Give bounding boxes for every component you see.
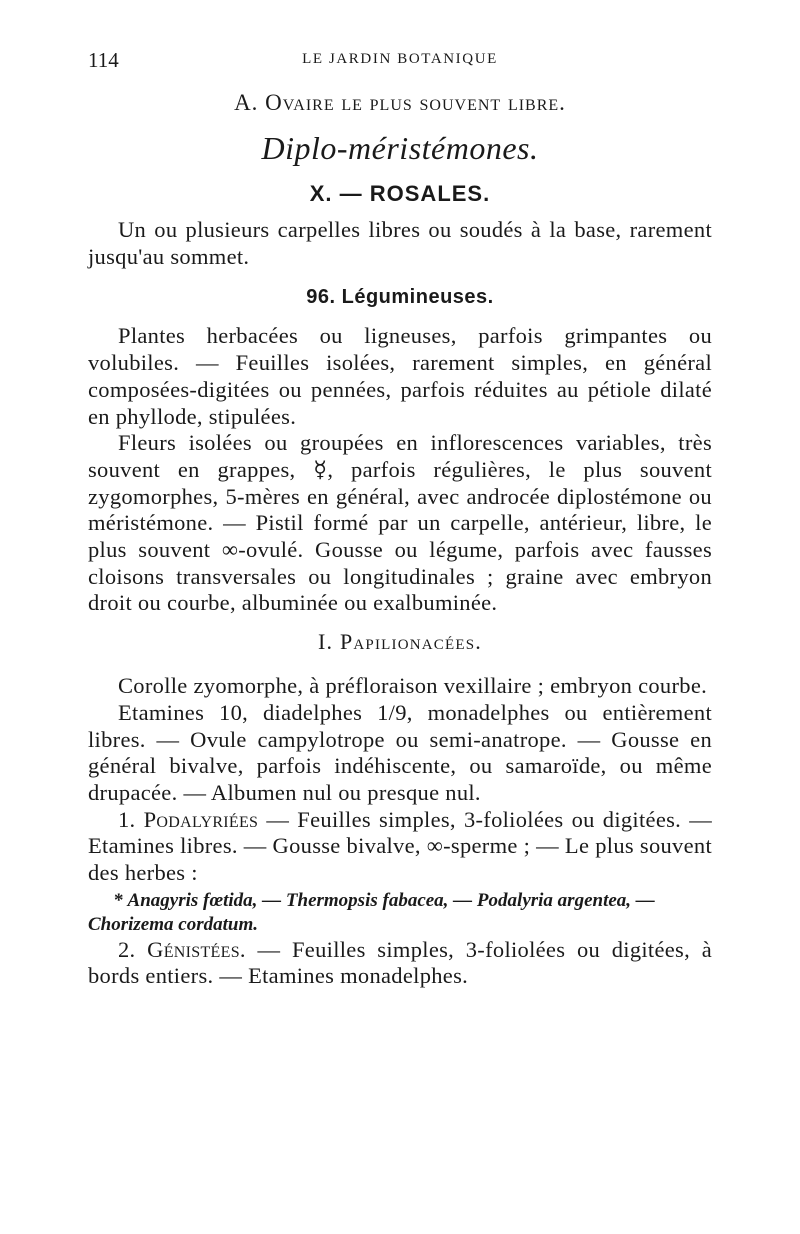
tribe-1-examples — [88, 889, 712, 937]
section-heading: A. Ovaire le plus souvent libre. — [234, 90, 566, 115]
family-paragraph-1: Plantes herbacées ou ligneuses, parfois grimpantes ou volubiles. — Feuilles isolées, rarement simples, en général composées-digitées ou pennées, parfois réduites au pétiole dilaté en phyllode, stipulées. — [88, 323, 712, 429]
subfamily-paragraph-1: Corolle zyomorphe, à préfloraison vexillaire ; embryon courbe. — [118, 673, 708, 699]
tribe-1-name: Podalyriées — [143, 806, 259, 832]
running-title: LE JARDIN BOTANIQUE — [302, 51, 498, 67]
tribe-1 — [88, 807, 712, 887]
tribe-2-text: — Feuilles simples, 3-foliolées ou digitées, à bords entiers. — Etamines monadelphes. — [88, 936, 712, 989]
tribe-2-number: 2. — [118, 936, 136, 962]
family-paragraph-2: Fleurs isolées ou groupées en inflorescences variables, très souvent en grappes, ☿, parfois régulières, le plus souvent zygomorphes, 5-mères en général, avec androcée diplostémone ou méristémone. — Pistil formé par un carpelle, antérieur, libre, le plus souvent ∞-ovulé. Gousse ou légume, parfois avec fausses cloisons transversales ou longitudinales ; graine avec embryon droit ou courbe, albuminée ou exalbuminée. — [88, 430, 712, 616]
examples-asterisk: * — [114, 889, 124, 911]
family-heading: 96. Légumineuses. — [306, 286, 494, 309]
subfamily-paragraph-2: Etamines 10, diadelphes 1/9, monadelphes ou entièrement libres. — Ovule campylotrope ou semi-anatrope. — Gousse en général bivalve, parfois indéhiscente, ou samaroïde, ou même drupacée. — Albumen nul ou presque nul. — [88, 699, 712, 805]
page-number: 114 — [88, 48, 119, 72]
tribe-1-example-species: Anagyris fœtida, — Thermopsis fabacea, — Podalyria argentea, — Chorizema cordatum. — [88, 889, 655, 935]
book-page — [88, 48, 712, 990]
running-head — [88, 48, 712, 78]
order-heading: X. — ROSALES. — [309, 181, 491, 206]
tribe-1-text: — Feuilles simples, 3-foliolées ou digitées. — Etamines libres. — Gousse bivalve, ∞-sperme ; — Le plus souvent des herbes : — [88, 806, 713, 886]
tribe-2 — [88, 937, 712, 990]
subfamily-heading: I. Papilionacées. — [318, 629, 482, 655]
tribe-1-number: 1. — [118, 806, 136, 832]
tribe-2-name: Génistées. — [147, 936, 246, 962]
order-description: Un ou plusieurs carpelles libres ou soudés à la base, rarement jusqu'au sommet. — [88, 217, 712, 269]
subheading: Diplo-méristémones. — [261, 130, 539, 166]
